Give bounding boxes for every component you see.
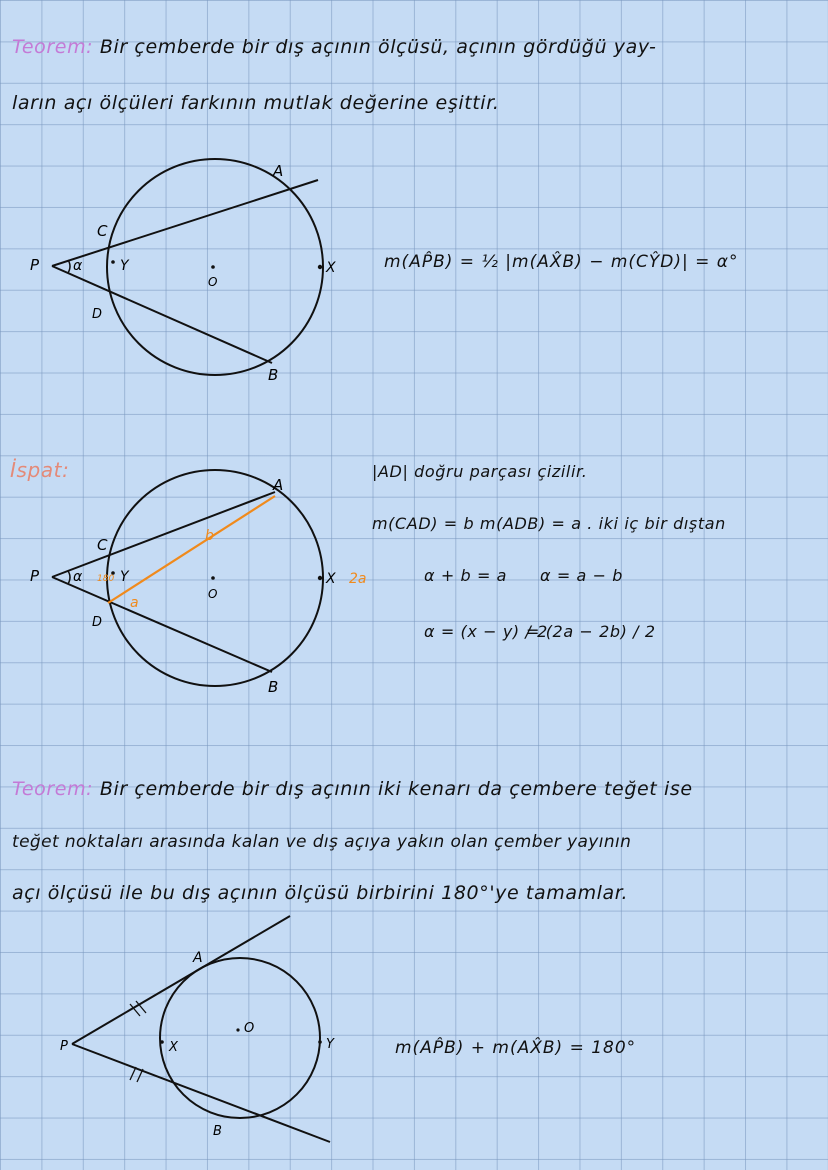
fig2-label-D: D — [92, 615, 103, 630]
fig3-label-Y: Y — [326, 1037, 334, 1052]
fig3-tick-2a — [130, 1067, 136, 1080]
fig2-x-dot — [318, 576, 322, 580]
fig2-secant-PA — [52, 492, 275, 577]
proof-line3a: α + b = a — [424, 566, 508, 585]
fig3-formula: m(AP̂B) + m(AX̂B) = 180° — [395, 1038, 637, 1058]
fig2-label-180: 180 — [97, 574, 115, 584]
fig2-label-b: b — [205, 528, 214, 544]
fig2-secant-PB — [52, 577, 272, 672]
theorem2-text-3: açı ölçüsü ile bu dış açının ölçüsü birbirini 180°'ye tamamlar. — [12, 882, 629, 904]
fig1-formula: m(AP̂B) = ½ |m(AX̂B) − m(CŶD)| = α° — [384, 252, 739, 272]
fig3-tangent-PA — [72, 916, 290, 1044]
theorem2-text-2: teğet noktaları arasında kalan ve dış açıya yakın olan çember yayının — [12, 832, 632, 852]
proof-line4a: α = (x − y) / 2 — [424, 622, 548, 641]
fig3-label-P: P — [60, 1039, 68, 1054]
fig1-circle — [107, 159, 323, 375]
fig3-circle — [160, 958, 320, 1118]
theorem1-text-1: Bir çemberde bir dış açının ölçüsü, açının gördüğü yay- — [99, 36, 657, 58]
fig3-y-dot — [318, 1040, 322, 1044]
fig3-label-B: B — [213, 1124, 222, 1139]
fig1-secant-PA — [52, 180, 318, 266]
fig1-label-C: C — [97, 222, 108, 240]
theorem1-label: Teorem: — [12, 36, 94, 58]
fig2-label-P: P — [30, 567, 40, 585]
fig2-label-2a: 2a — [349, 571, 367, 587]
figure3-diagram — [0, 910, 400, 1150]
fig3-x-dot — [160, 1040, 164, 1044]
fig1-angle-arc — [68, 260, 70, 273]
fig2-label-Y: Y — [120, 569, 129, 585]
fig2-segment-AD — [108, 496, 275, 603]
fig2-circle — [107, 470, 323, 686]
fig3-center-dot — [236, 1028, 239, 1031]
fig1-center-dot — [211, 265, 215, 269]
figure2-diagram — [0, 460, 400, 700]
proof-line3b: α = a − b — [540, 566, 624, 585]
fig1-label-D: D — [92, 307, 103, 322]
fig3-tangent-PB — [72, 1044, 330, 1142]
fig1-x-dot — [318, 265, 322, 269]
theorem2-label: Teorem: — [12, 778, 94, 800]
fig3-label-A: A — [193, 950, 203, 966]
fig3-label-X: X — [169, 1040, 178, 1055]
theorem2-line1 — [12, 778, 693, 800]
fig2-label-X: X — [326, 571, 336, 587]
proof-line1: |AD| doğru parçası çizilir. — [372, 462, 588, 481]
figure1-diagram — [0, 150, 400, 400]
fig1-label-P: P — [30, 256, 40, 274]
theorem1-text-2: ların açı ölçüleri farkının mutlak değerine eşittir. — [12, 92, 500, 114]
fig2-label-B: B — [268, 678, 279, 696]
proof-line4b: = (2a − 2b) / 2 — [526, 622, 656, 641]
fig1-label-O: O — [208, 275, 218, 289]
fig2-label-C: C — [97, 536, 108, 554]
fig1-label-A: A — [273, 162, 284, 180]
fig2-center-dot — [211, 576, 215, 580]
theorem2-text-1: Bir çemberde bir dış açının iki kenarı da çembere teğet ise — [99, 778, 693, 800]
fig3-label-O: O — [244, 1021, 255, 1036]
fig1-label-alpha: α — [73, 258, 83, 274]
fig1-y-dot — [111, 260, 115, 264]
proof-label: İspat: — [10, 458, 70, 482]
proof-line2: m(CAD) = b m(ADB) = a . iki iç bir dıştan — [372, 514, 726, 533]
fig3-tick-2b — [137, 1069, 143, 1082]
fig2-label-alpha: α — [73, 569, 83, 585]
fig1-secant-PB — [52, 266, 272, 363]
fig2-label-a: a — [130, 595, 139, 611]
fig1-label-X: X — [326, 260, 336, 276]
fig2-angle-arc — [68, 571, 70, 584]
fig2-label-O: O — [208, 587, 218, 601]
fig1-label-Y: Y — [120, 258, 129, 274]
fig2-label-A: A — [273, 476, 284, 494]
fig1-label-B: B — [268, 366, 279, 384]
theorem1-line1 — [12, 36, 656, 58]
